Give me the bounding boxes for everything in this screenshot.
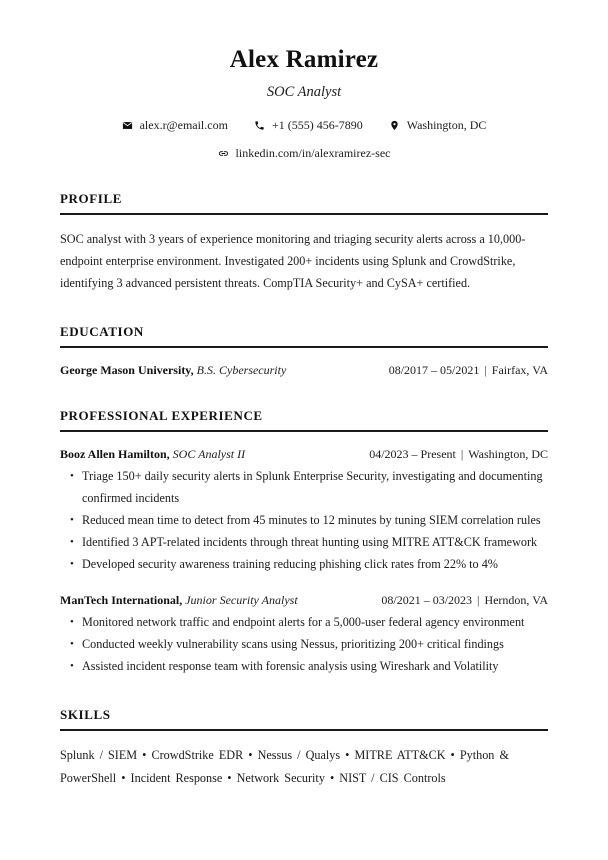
meta-separator: | [484, 363, 487, 377]
job-header-left [60, 593, 298, 608]
job-header-left [60, 447, 245, 462]
job-bullet: • Developed security awareness training reducing phishing click rates from 22% to 4% [70, 553, 548, 575]
job-bullet: • Reduced mean time to detect from 45 minutes to 12 minutes by tuning SIEM correlation rules [70, 509, 548, 531]
contact-email [122, 118, 228, 133]
contact-row-secondary [60, 146, 548, 161]
contact-phone [254, 118, 363, 133]
job-dates: 08/2021 – 03/2023 [381, 593, 473, 607]
person-name: Alex Ramirez [229, 46, 379, 73]
meta-separator: | [460, 447, 464, 461]
job-header-meta [369, 447, 548, 462]
job-location: Herndon, VA [484, 593, 548, 607]
person-job-title: SOC Analyst [266, 84, 342, 100]
experience-heading: PROFESSIONAL EXPERIENCE [60, 408, 548, 432]
meta-separator: | [477, 593, 480, 607]
phone-icon [254, 120, 265, 131]
job-bullet: • Assisted incident response team with forensic analysis using Wireshark and Volatility [70, 655, 548, 677]
contact-location-text: Washington, DC [406, 118, 487, 132]
job-company: Booz Allen Hamilton, [60, 447, 170, 461]
envelope-icon [122, 120, 133, 131]
profile-summary: SOC analyst with 3 years of experience monitoring and triaging security alerts across a 10,000-endpoint enterprise environment. Investigated 200+ incidents using Splunk and CrowdStrike, identifying 3 advanced persistent threats. CompTIA Security+ and CySA+ certified. [60, 232, 526, 290]
education-location: Fairfax, VA [491, 363, 548, 377]
contact-location [389, 118, 487, 133]
job-entry [60, 447, 548, 575]
education-dates: 08/2017 – 05/2021 [388, 363, 480, 377]
contact-linkedin-text: linkedin.com/in/alexramirez-sec [235, 146, 391, 160]
resume-header [60, 46, 548, 161]
job-role: Junior Security Analyst [185, 593, 298, 607]
section-experience [60, 408, 548, 677]
job-bullet-list [60, 611, 548, 677]
education-entry-left [60, 363, 286, 378]
link-icon [218, 148, 229, 159]
location-pin-icon [389, 120, 400, 131]
contact-linkedin [218, 146, 391, 161]
job-entry [60, 593, 548, 677]
job-bullet: • Conducted weekly vulnerability scans using Nessus, prioritizing 200+ critical findings [70, 633, 548, 655]
job-location: Washington, DC [468, 447, 548, 461]
contact-row-primary [60, 118, 548, 133]
job-header [60, 593, 548, 608]
job-bullet: • Monitored network traffic and endpoint alerts for a 5,000-user federal agency environment [70, 611, 548, 633]
section-profile [60, 191, 548, 294]
job-header [60, 447, 548, 462]
contact-phone-text: +1 (555) 456-7890 [271, 118, 363, 132]
profile-heading: PROFILE [60, 191, 548, 215]
job-bullet: • Identified 3 APT-related incidents through threat hunting using MITRE ATT&CK framework [70, 531, 548, 553]
education-degree: B.S. Cybersecurity [196, 363, 287, 377]
education-entry [60, 363, 548, 378]
job-bullet: • Triage 150+ daily security alerts in Splunk Enterprise Security, investigating and documenting confirmed incidents [70, 465, 548, 509]
job-dates: 04/2023 – Present [369, 447, 456, 461]
skills-list: Splunk / SIEM • CrowdStrike EDR • Nessus / Qualys • MITRE ATT&CK • Python & PowerShell • Incident Response • Network Security • NIST / CIS Controls [60, 748, 509, 785]
job-bullet-list [60, 465, 548, 575]
skills-heading: SKILLS [60, 707, 548, 731]
education-entry-meta [389, 363, 548, 378]
contact-email-text: alex.r@email.com [139, 118, 228, 132]
job-header-meta [381, 593, 548, 608]
job-role: SOC Analyst II [172, 447, 246, 461]
section-skills [60, 707, 548, 790]
education-institution: George Mason University, [60, 363, 194, 377]
education-heading: EDUCATION [60, 324, 548, 348]
section-education [60, 324, 548, 378]
job-company: ManTech International, [60, 593, 183, 607]
